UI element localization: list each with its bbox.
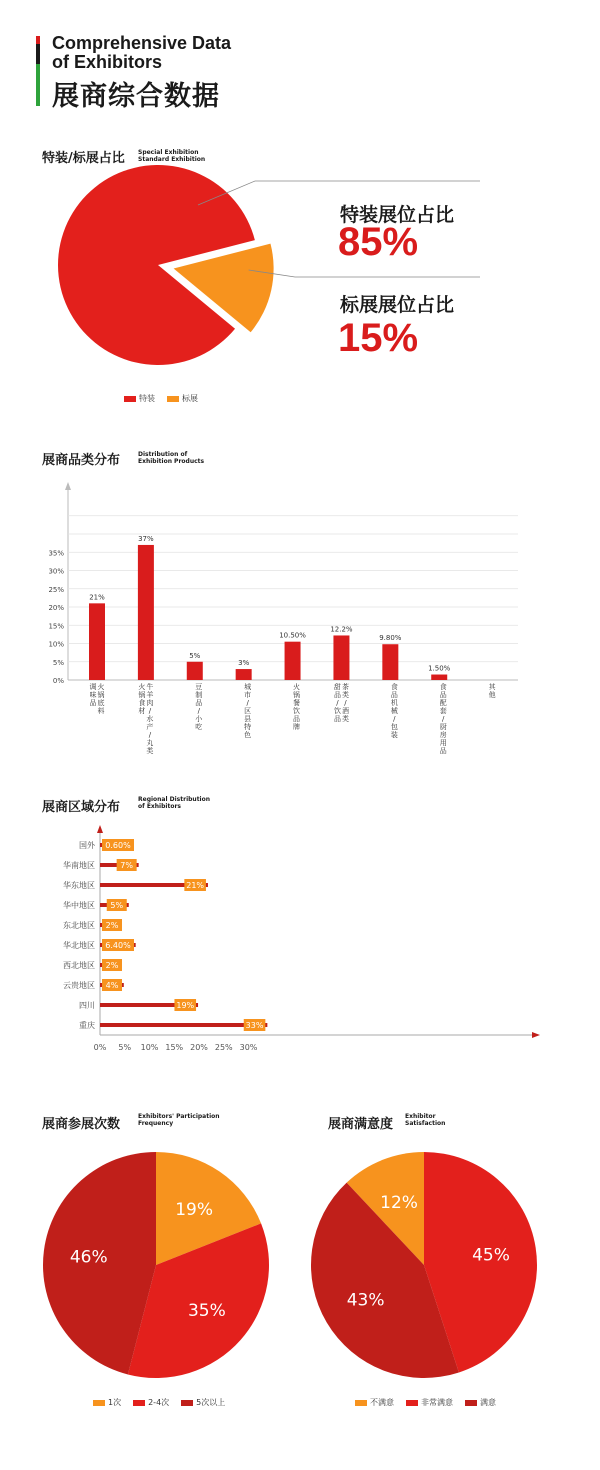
region-value-label: 0.60% — [105, 841, 131, 850]
bar — [236, 669, 252, 680]
label-char: / — [148, 707, 152, 715]
label-char: 市 — [244, 691, 252, 699]
label-char: 机 — [390, 699, 398, 707]
label-char: 酒 — [341, 707, 349, 715]
section-subtitle-satisfaction: Exhibitor Satisfaction — [405, 1113, 446, 1127]
label-char: 调 — [89, 683, 97, 691]
label-char: 羊 — [146, 691, 154, 699]
y-tick-label: 30% — [48, 567, 64, 576]
legend-label: 1次 — [108, 1398, 122, 1407]
region-value-label: 5% — [110, 901, 124, 910]
bar-value-label: 1.50% — [428, 664, 451, 673]
satisfaction-legend-item — [406, 1397, 453, 1408]
label-char: 豆 — [195, 683, 203, 691]
label-char: / — [148, 731, 152, 739]
label-char: 品 — [390, 691, 398, 699]
region-label: 重庆 — [79, 1021, 95, 1030]
label-char: 锅 — [97, 691, 105, 699]
legend-swatch — [406, 1400, 418, 1406]
y-tick-label: 10% — [48, 640, 64, 649]
region-label: 云贵地区 — [63, 981, 95, 990]
region-label: 东北地区 — [63, 921, 95, 930]
x-category-label — [90, 682, 105, 715]
section-subtitle-participation: Exhibitors' Participation Frequency — [138, 1113, 220, 1127]
satisfaction-legend-item — [465, 1397, 496, 1408]
title-accent-bar — [36, 36, 40, 106]
y-axis-arrow — [65, 482, 71, 490]
product-category-bar-chart — [0, 470, 600, 770]
section-title-products: 展商品类分布 — [42, 453, 121, 468]
y-tick-label: 35% — [48, 549, 64, 558]
label-char: 械 — [390, 707, 398, 715]
participation-slice-label: 35% — [187, 1300, 226, 1321]
section-title-regions: 展商区域分布 — [42, 800, 121, 815]
label-char: 品 — [439, 747, 447, 755]
label-char: 材 — [138, 707, 146, 715]
label-char: / — [336, 699, 339, 707]
standard-stand-label: 标展展位占比 — [340, 294, 455, 316]
label-char: 吃 — [195, 723, 203, 731]
region-value-label: 4% — [105, 981, 119, 990]
y-tick-label: 25% — [48, 585, 64, 594]
special-stand-label: 特装展位占比 — [340, 204, 455, 226]
label-char: 特 — [244, 723, 252, 731]
section-subtitle-regions: Regional Distribution of Exhibitors — [138, 796, 211, 810]
region-value-label: 21% — [186, 881, 205, 890]
label-char: 食 — [439, 683, 447, 691]
label-char: 类 — [341, 691, 349, 699]
label-char: 品 — [89, 699, 97, 707]
bar-value-label: 3% — [238, 659, 250, 668]
label-char: / — [442, 715, 445, 723]
x-category-label — [244, 682, 251, 739]
region-value-label: 7% — [120, 861, 134, 870]
label-char: 房 — [439, 731, 447, 739]
bar-value-label: 37% — [138, 534, 154, 543]
label-char: 产 — [146, 723, 154, 731]
satisfaction-pie-chart — [300, 1140, 600, 1390]
label-char: 餐 — [293, 699, 301, 707]
label-char: 锅 — [138, 691, 146, 699]
label-char: 小 — [195, 715, 203, 723]
legend-swatch — [167, 396, 179, 402]
x-category-label — [440, 682, 447, 755]
legend-swatch — [133, 1400, 145, 1406]
label-char: 包 — [390, 723, 398, 731]
label-char: / — [197, 707, 200, 715]
x-tick-label: 10% — [140, 1043, 159, 1052]
region-label: 华东地区 — [63, 881, 95, 890]
x-tick-label: 20% — [190, 1043, 208, 1052]
label-char: 区 — [244, 707, 252, 715]
satisfaction-slice-label: 43% — [346, 1290, 385, 1311]
satisfaction-slice-label: 45% — [472, 1245, 510, 1266]
label-char: 火 — [97, 683, 105, 691]
label-char: 底 — [97, 699, 105, 707]
x-tick-label: 0% — [93, 1043, 107, 1052]
participation-slice-label: 19% — [175, 1199, 214, 1220]
label-char: 色 — [244, 731, 252, 739]
legend-label: 特装 — [139, 394, 155, 403]
label-char: 肉 — [146, 699, 154, 707]
bar — [382, 644, 398, 680]
participation-legend-item — [93, 1397, 121, 1408]
region-label: 华南地区 — [63, 861, 95, 870]
label-char: 类 — [341, 715, 349, 723]
x-category-label — [489, 682, 497, 699]
bar — [333, 635, 349, 680]
region-value-label: 19% — [176, 1001, 195, 1010]
satisfaction-legend-item — [355, 1397, 394, 1408]
label-char: 牌 — [293, 723, 301, 731]
participation-legend-item — [133, 1397, 169, 1408]
legend-label: 标展 — [182, 394, 198, 403]
label-char: / — [344, 699, 347, 707]
stand-type-pie-chart — [0, 160, 600, 420]
accent-green-segment — [36, 64, 40, 106]
label-char: 料 — [97, 707, 105, 715]
section-title-stand-type: 特装/标展占比 — [42, 151, 125, 166]
bar-value-label: 10.50% — [279, 631, 306, 640]
y-tick-label: 0% — [52, 677, 64, 685]
label-char: 牛 — [146, 683, 154, 691]
participation-legend-item — [181, 1397, 225, 1408]
label-char: 火 — [293, 683, 301, 691]
region-value-label: 2% — [105, 961, 119, 970]
participation-legend — [93, 1397, 237, 1408]
x-category-label — [391, 682, 398, 739]
x-category-label — [293, 682, 300, 731]
x-category-label — [138, 682, 153, 755]
label-char: 品 — [293, 715, 301, 723]
section-subtitle-products: Distribution of Exhibition Products — [138, 451, 205, 465]
label-char: 丸 — [146, 739, 154, 747]
region-label: 华中地区 — [63, 901, 95, 910]
bar — [138, 545, 154, 680]
legend-swatch — [93, 1400, 105, 1406]
standard-stand-percent: 15% — [338, 316, 419, 360]
bar-value-label: 21% — [89, 593, 105, 602]
bar-value-label: 9.80% — [379, 634, 402, 643]
legend-swatch — [355, 1400, 367, 1406]
label-char: 城 — [244, 683, 252, 691]
label-char: 他 — [488, 691, 496, 699]
region-value-label: 2% — [105, 921, 119, 930]
label-char: 饮 — [333, 707, 341, 715]
bar — [89, 603, 105, 680]
label-char: 甜 — [333, 683, 341, 691]
label-char: 品 — [333, 691, 341, 699]
region-label: 华北地区 — [63, 941, 95, 950]
label-char: 套 — [439, 707, 447, 715]
label-char: 厨 — [439, 723, 447, 731]
region-value-label: 6.40% — [105, 941, 131, 950]
region-label: 四川 — [79, 1001, 95, 1010]
stand-type-legend-item — [124, 393, 155, 404]
x-category-label — [195, 683, 203, 731]
label-char: 类 — [146, 747, 154, 755]
section-subtitle-stand-type: Special Exhibition Standard Exhibition — [138, 149, 206, 163]
legend-label: 2-4次 — [148, 1398, 170, 1407]
accent-red-segment — [36, 36, 40, 44]
legend-label: 非常满意 — [421, 1398, 453, 1407]
x-tick-label: 5% — [118, 1043, 132, 1052]
label-char: 制 — [195, 691, 203, 699]
x-tick-label: 30% — [239, 1043, 258, 1052]
x-tick-label: 25% — [214, 1043, 233, 1052]
bar-value-label: 5% — [189, 651, 201, 660]
stand-type-legend — [124, 393, 210, 404]
x-category-label — [334, 682, 349, 723]
label-char: 装 — [390, 731, 398, 739]
satisfaction-slice-label: 12% — [380, 1192, 418, 1213]
page-title-en: Comprehensive Data of Exhibitors — [52, 33, 232, 72]
page-title-cn: 展商综合数据 — [52, 81, 220, 112]
label-char: 品 — [439, 691, 447, 699]
label-char: 饮 — [293, 707, 301, 715]
label-char: 味 — [89, 691, 97, 699]
legend-label: 不满意 — [370, 1398, 394, 1407]
section-title-participation: 展商参展次数 — [42, 1117, 121, 1132]
label-char: 其 — [488, 683, 496, 691]
bar — [187, 662, 203, 680]
legend-label: 5次以上 — [196, 1398, 226, 1407]
label-char: / — [246, 699, 249, 707]
legend-swatch — [181, 1400, 193, 1406]
y-axis-arrow — [97, 825, 103, 833]
label-char: 茶 — [341, 683, 349, 691]
label-char: 品 — [195, 699, 203, 707]
participation-pie-chart — [0, 1140, 300, 1390]
bar — [431, 675, 447, 680]
label-char: 品 — [333, 715, 341, 723]
bar-value-label: 12.2% — [330, 625, 353, 634]
accent-black-segment — [36, 44, 40, 64]
label-char: 配 — [439, 699, 447, 707]
leader-line-standard — [249, 270, 480, 277]
x-axis-arrow — [532, 1032, 540, 1038]
legend-label: 满意 — [480, 1398, 496, 1407]
y-tick-label: 20% — [48, 604, 64, 612]
region-bar — [100, 1023, 267, 1027]
legend-swatch — [465, 1400, 477, 1406]
label-char: 水 — [146, 715, 154, 723]
satisfaction-legend — [355, 1397, 508, 1408]
regional-bar-chart — [0, 815, 600, 1065]
label-char: 食 — [138, 699, 146, 707]
y-tick-label: 15% — [48, 622, 64, 631]
region-value-label: 33% — [245, 1021, 264, 1030]
stand-type-legend-item — [167, 393, 198, 404]
bar — [285, 642, 301, 680]
label-char: 火 — [138, 683, 146, 691]
legend-swatch — [124, 396, 136, 402]
label-char: 食 — [390, 683, 398, 691]
label-char: 锅 — [293, 691, 301, 699]
y-tick-label: 5% — [52, 658, 64, 667]
label-char: / — [393, 715, 396, 723]
x-tick-label: 15% — [165, 1043, 184, 1052]
special-stand-percent: 85% — [338, 220, 419, 264]
region-label: 国外 — [79, 841, 95, 850]
label-char: 县 — [244, 715, 252, 723]
section-title-satisfaction: 展商满意度 — [328, 1117, 394, 1132]
participation-slice-label: 46% — [69, 1247, 108, 1268]
region-label: 西北地区 — [63, 961, 95, 970]
label-char: 用 — [439, 739, 447, 747]
